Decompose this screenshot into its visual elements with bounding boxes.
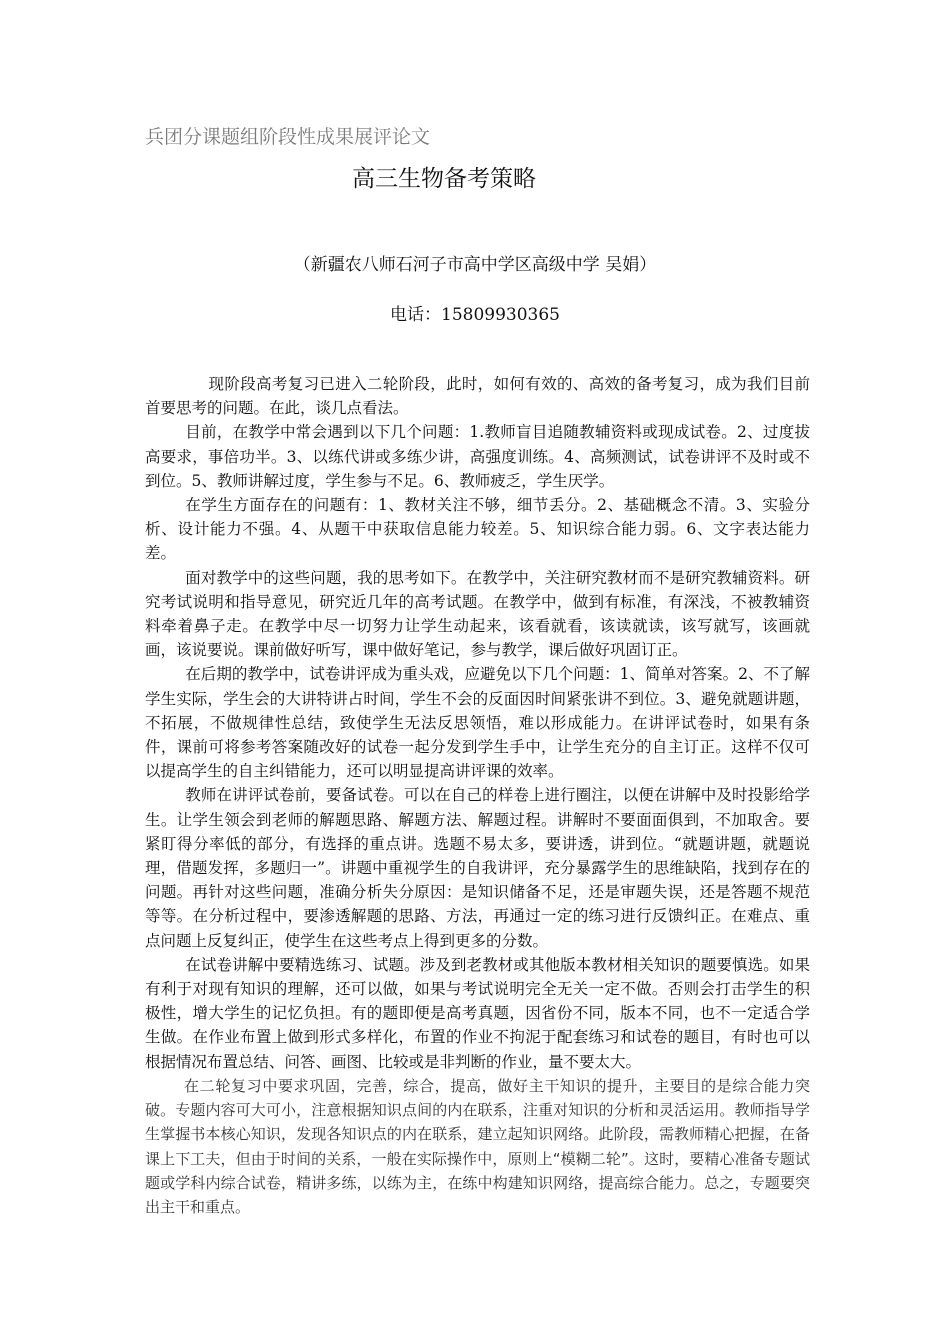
paragraph-6: 教师在讲评试卷前，要备试卷。可以在自己的样卷上进行圈注，以便在讲解中及时投影给学生。让学生领会到老师的解题思路、解题方法、解题过程。讲解时不要面面俱到，不加取舍。要紧盯得分率低的部分，有选择的重点讲。选题不易太多，要讲透，讲到位。“就题讲题，就题说理，借题发挥，多题归一”。讲题中重视学生的自我讲评，充分暴露学生的思维缺陷，找到存在的问题。再针对这些问题，准确分析失分原因：是知识储备不足，还是审题失误，还是答题不规范等等。在分析过程中，要渗透解题的思路、方法，再通过一定的练习进行反馈纠正。在难点、重点问题上反复纠正，使学生在这些考点上得到更多的分数。 — [145, 786, 810, 950]
document-body — [145, 372, 810, 1219]
paragraph-8: 在二轮复习中要求巩固，完善，综合，提高，做好主干知识的提升，主要目的是综合能力突破。专题内容可大可小，注意根据知识点间的内在联系，注重对知识的分析和灵活运用。教师指导学生掌握书本核心知识，发现各知识点的内在联系，建立起知识网络。此阶段，需教师精心把握，在备课上下工夫，但由于时间的关系，一般在实际操作中，原则上“模糊二轮”。这时，要精心准备专题试题或学科内综合试卷，精讲多练，以练为主，在练中构建知识网络，提高综合能力。总之，专题要突出主干和重点。 — [145, 1076, 810, 1216]
phone-line: 电话：15809930365 — [390, 305, 560, 325]
author-line: （新疆农八师石河子市高中学区高级中学 吴娟） — [293, 255, 657, 275]
page-title: 高三生物备考策略 — [352, 166, 536, 192]
header-note: 兵团分课题组阶段性成果展评论文 — [145, 126, 431, 148]
paragraph-4: 面对教学中的这些问题，我的思考如下。在教学中，关注研究教材而不是研究教辅资料。研究考试说明和指导意见，研究近几年的高考试题。在教学中，做到有标准，有深浅，不被教辅资料牵着鼻子走。在教学中尽一切努力让学生动起来，该看就看，该读就读，该写就写，该画就画，该说要说。课前做好听写，课中做好笔记，参与教学，课后做好巩固订正。 — [145, 568, 810, 660]
paragraph-7: 在试卷讲解中要精选练习、试题。涉及到老教材或其他版本教材相关知识的题要慎选。如果有利于对现有知识的理解，还可以做，如果与考试说明完全无关一定不做。否则会打击学生的积极性，增大学生的记忆负担。有的题即便是高考真题，因省份不同，版本不同，也不一定适合学生做。在作业布置上做到形式多样化，布置的作业不拘泥于配套练习和试卷的题目，有时也可以根据情况布置总结、问答、画图、比较或是非判断的作业，量不要太大。 — [145, 955, 810, 1071]
paragraph-5: 在后期的教学中，试卷讲评成为重头戏，应避免以下几个问题：1、简单对答案。2、不了解学生实际，学生会的大讲特讲占时间，学生不会的反面因时间紧张讲不到位。3、避免就题讲题，不拓展，不做规律性总结，致使学生无法反思领悟，难以形成能力。在讲评试卷时，如果有条件，课前可将参考答案随改好的试卷一起分发到学生手中，让学生充分的自主订正。这样不仅可以提高学生的自主纠错能力，还可以明显提高讲评课的效率。 — [145, 665, 810, 781]
paragraph-1: 现阶段高考复习已进入二轮阶段，此时，如何有效的、高效的备考复习，成为我们目前首要思考的问题。在此，谈几点看法。 — [145, 375, 810, 418]
paragraph-3: 在学生方面存在的问题有：1、教材关注不够，细节丢分。2、基础概念不清。3、实验分析、设计能力不强。4、从题干中获取信息能力较差。5、知识综合能力弱。6、文字表达能力差。 — [145, 496, 810, 563]
paragraph-2: 目前，在教学中常会遇到以下几个问题：1.教师盲目追随教辅资料或现成试卷。2、过度拔高要求，事倍功半。3、以练代讲或多练少讲，高强度训练。4、高频测试，试卷讲评不及时或不到位。5、教师讲解过度，学生参与不足。6、教师疲乏，学生厌学。 — [145, 423, 810, 490]
